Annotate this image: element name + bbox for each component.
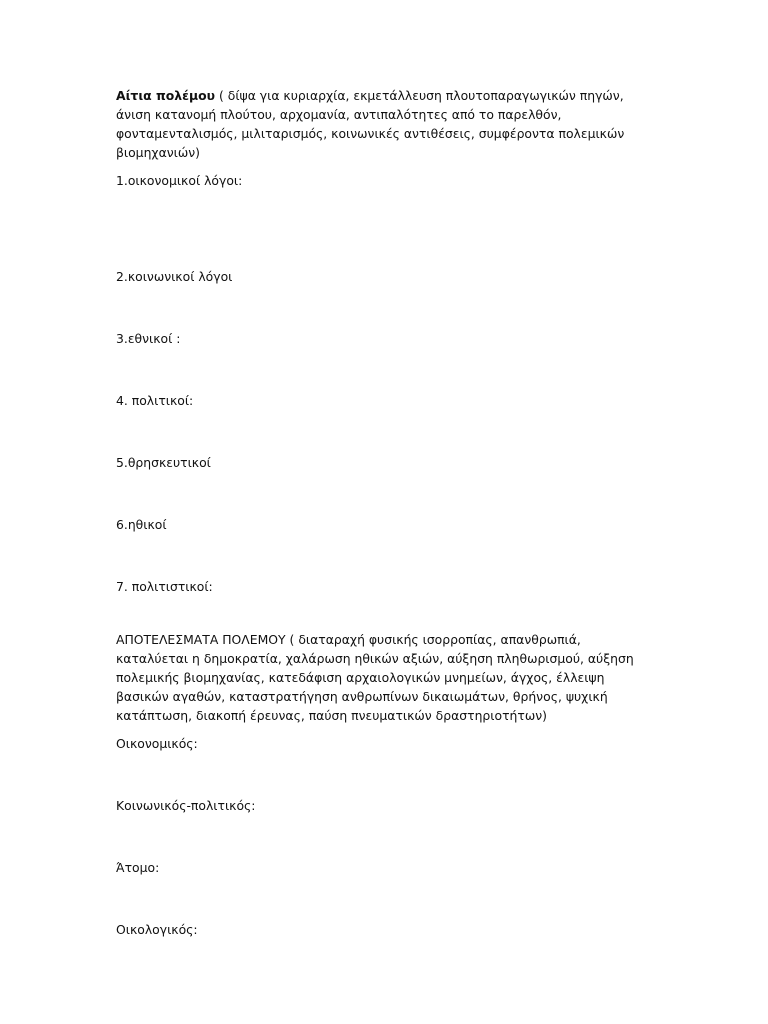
results-item-economic: Οικονομικός: [116,736,198,751]
causes-heading-text: ( δίψα για κυριαρχία, εκμετάλλευση πλουτοπαραγωγικών πηγών, άνιση κατανομή πλούτου, αρχομανία, αντιπαλότητες από το παρελθόν, φονταμενταλισμός, μιλιταρισμός, κοινωνικές αντιθέσεις, συμφέροντα πολεμικών βιομηχανιών) [116,88,625,160]
causes-item-5: 5.θρησκευτικοί [116,455,211,470]
causes-item-4: 4. πολιτικοί: [116,393,194,408]
causes-item-1: 1.οικονομικοί λόγοι: [116,173,243,188]
causes-item-2: 2.κοινωνικοί λόγοι [116,269,233,284]
results-item-social-political: Κοινωνικός-πολιτικός: [116,798,256,813]
causes-item-3: 3.εθνικοί : [116,331,181,346]
causes-item-7: 7. πολιτιστικοί: [116,579,213,594]
causes-heading-bold: Αίτια πολέμου [116,88,216,103]
causes-item-6: 6.ηθικοί [116,517,167,532]
document-body [116,86,652,939]
results-item-ecological: Οικολογικός: [116,922,198,937]
results-item-individual: Άτομο: [116,860,160,875]
causes-heading-paragraph [116,86,652,162]
results-heading-paragraph: ΑΠΟΤΕΛΕΣΜΑΤΑ ΠΟΛΕΜΟΥ ( διαταραχή φυσικής ισορροπίας, απανθρωπιά, καταλύεται η δημοκρατία, χαλάρωση ηθικών αξιών, αύξηση πληθωρισμού, αύξηση πολεμικής βιομηχανίας, κατεδάφιση αρχαιολογικών μνημείων, άγχος, έλλειψη βασικών αγαθών, καταστρατήγηση ανθρωπίνων δικαιωμάτων, θρήνος, ψυχική κατάπτωση, διακοπή έρευνας, παύση πνευματικών δραστηριοτήτων) [116,632,634,723]
